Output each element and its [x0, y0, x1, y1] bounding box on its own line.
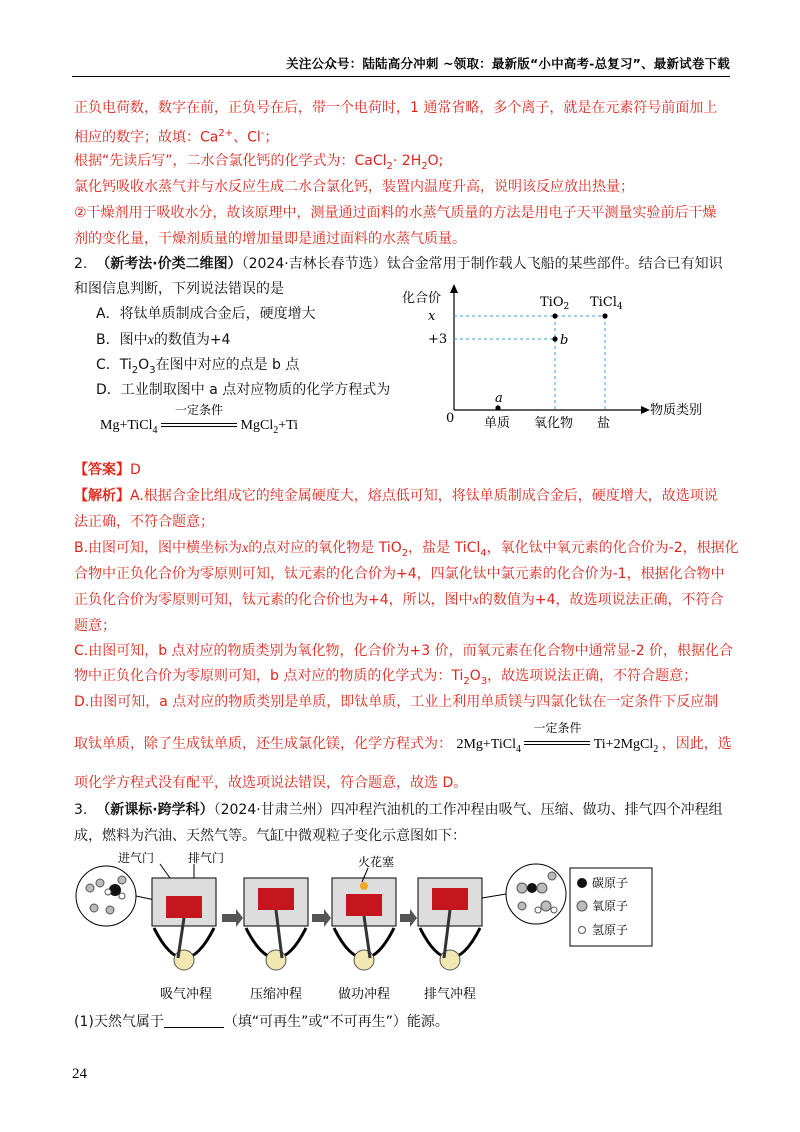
- y-axis-title: 化合价: [402, 291, 442, 306]
- ticl4-label: TiCl$_4$: [590, 295, 623, 312]
- option-a: A．将钛单质制成合金后，硬度增大: [96, 306, 316, 322]
- analysis-equation-condition: 一定条件: [533, 721, 582, 735]
- point-b-label: b: [560, 333, 569, 348]
- caption-exhaust: 排气冲程: [424, 987, 477, 1002]
- arrow-2-icon: [312, 909, 331, 927]
- y-axis-arrow: [450, 284, 458, 293]
- explain-line-6: 剂的变化量，干燥剂质量的增加量即是通过面料的水蒸气质量。: [74, 231, 466, 247]
- cylinder-intake: [152, 878, 216, 970]
- point-b: [552, 336, 557, 341]
- inlet-molecule-circle: [76, 866, 136, 926]
- x-axis-title: 物质类别: [650, 403, 703, 418]
- x-tick-elemental: 单质: [484, 416, 511, 431]
- analysis-line-a2: 法正确，不符合题意；: [74, 514, 214, 530]
- explain-line-1: 正负电荷数，数字在前，正负号在后，带一个电荷时，1 通常省略，多个离子，就是在元素符号前面加上: [74, 100, 718, 116]
- analysis-line-c2: 物中正负化合价为零原则可知，b 点对应的物质的化学式为：$Ti_2O_3$，故选项说法正确，不符合题意；: [74, 668, 698, 687]
- point-a-label: a: [495, 391, 503, 406]
- analysis-line-d1: D.由图可知，a 点对应的物质类别是单质，即钛单质，工业上利用单质镁与四氯化钛在一定条件下反应制: [74, 694, 719, 710]
- origin-label: 0: [446, 411, 455, 426]
- explain-line-5: ②干燥剂用于吸收水分，故该原理中，测量通过面料的水蒸气质量的方法是用电子天平测量实验前后干燥: [74, 205, 717, 221]
- analysis-line-b2: 合物中正负化合价为零原则可知，钛元素的化合价为+4，四氯化钛中氯元素的化合价为-1，根据化合物中: [74, 566, 725, 582]
- point-a: [495, 405, 500, 410]
- question-3-sub-1: (1)天然气属于 （填“可再生”或“不可再生”）能源。: [74, 1014, 449, 1030]
- analysis-line-c1: C.由图可知，b 点对应的物质类别为氧化物，化合价为+3 价，而氧元素在化合物中通常显-2 价，根据化合: [74, 643, 734, 659]
- tio2-label: TiO$_2$: [540, 295, 570, 312]
- header-divider: [72, 76, 730, 77]
- explain-line-4: 氯化钙吸收水蒸气并与水反应生成二水合氯化钙，装置内温度升高，说明该反应放出热量；: [74, 179, 634, 195]
- analysis-line-b4: 题意；: [74, 618, 116, 634]
- equation-d: Mg+TiCl$_4$ 一定条件 MgCl$_2$+Ti: [100, 403, 299, 436]
- option-b: B．图中x的数值为+4: [96, 332, 231, 348]
- question-2-stem-1: 2. （新考法·价类二维图）（2024·吉林长春节选）钛合金常用于制作载人飞船的某些部件。结合已有知识: [74, 256, 723, 272]
- point-tio2: [552, 313, 557, 318]
- page-header: 关注公众号：陆陆高分冲刺 ~领取：最新版“小中高考-总复习”、最新试卷下载: [286, 56, 730, 71]
- four-stroke-engine-figure: [70, 848, 710, 1003]
- x-axis-arrow: [641, 406, 650, 414]
- page-number: 24: [72, 1066, 87, 1082]
- analysis-line-b1: B.由图可知，图中横坐标为x的点对应的氧化物是 TiO$_2$，盐是 TiCl$_4$，氧化钛中氧元素的化合价为-2，根据化: [74, 540, 739, 559]
- analysis-line-b3: 正负化合价为零原则可知，钛元素的化合价也为+4，所以，图中x的数值为+4，故选项说法正确，不符合: [74, 592, 724, 608]
- caption-power: 做功冲程: [338, 987, 391, 1002]
- x-tick-salt: 盐: [597, 416, 611, 431]
- point-ticl4: [602, 313, 607, 318]
- explain-line-3: 根据“先读后写”，二水合氯化钙的化学式为：CaCl$_2$· $2H_2O$;: [74, 153, 444, 172]
- oxygen-icon: [577, 901, 587, 911]
- arrow-1-icon: [222, 909, 243, 927]
- y-tick-plus3: +3: [428, 332, 448, 347]
- legend-hydrogen: 氢原子: [592, 923, 629, 937]
- x-tick-oxide: 氧化物: [534, 416, 574, 431]
- inlet-valve-label: 进气门: [118, 851, 155, 865]
- spark-plug-label: 火花塞: [358, 855, 395, 869]
- analysis-line-a1: 【解析】A.根据合金比组成它的纯金属硬度大，熔点低可知，将钛单质制成合金后，硬度增大，故选项说: [74, 488, 718, 504]
- cylinder-power: [332, 878, 396, 970]
- outlet-valve-label: 排气门: [188, 851, 225, 865]
- valence-category-chart: [400, 282, 710, 434]
- caption-intake: 吸气冲程: [160, 987, 213, 1002]
- analysis-line-d3: 项化学方程式没有配平，故选项说法错误，符合题意，故选 D。: [74, 775, 468, 791]
- question-3-stem-1: 3. （新课标·跨学科）（2024·甘肃兰州）四冲程汽油机的工作冲程由吸气、压缩、做功、排气四个冲程组: [74, 802, 723, 818]
- cylinder-compression: [244, 878, 308, 970]
- explain-line-2: 相应的数字；故填：$Ca^{2+}$、Cl-；: [74, 128, 279, 146]
- caption-compression: 压缩冲程: [250, 987, 303, 1002]
- cylinder-exhaust: [418, 878, 482, 970]
- hydrogen-icon: [579, 927, 586, 934]
- carbon-icon: [577, 878, 587, 888]
- equation-d-condition: 一定条件: [175, 403, 224, 417]
- legend-oxygen: 氧原子: [592, 899, 629, 913]
- question-2-stem-2: 和图信息判断，下列说法错误的是: [74, 281, 284, 297]
- answer-blank[interactable]: [164, 1013, 224, 1028]
- arrow-3-icon: [400, 909, 417, 927]
- option-c: C．$Ti_2O_3$在图中对应的点是 b 点: [96, 357, 300, 376]
- question-3-stem-2: 成，燃料为汽油、天然气等。气缸中微观粒子变化示意图如下：: [74, 828, 466, 844]
- answer-line: 【答案】D: [74, 462, 141, 478]
- y-tick-x: x: [428, 309, 436, 324]
- exhaust-molecule-circle: [506, 864, 566, 924]
- option-d: D．工业制取图中 a 点对应物质的化学方程式为: [96, 382, 391, 398]
- analysis-line-d2: 取钛单质，除了生成钛单质，还生成氯化镁，化学方程式为： 2Mg+TiCl$_4$ 一定条件 Ti+2MgCl$_2$ ，因此，选: [74, 734, 732, 760]
- legend-carbon: 碳原子: [592, 876, 629, 890]
